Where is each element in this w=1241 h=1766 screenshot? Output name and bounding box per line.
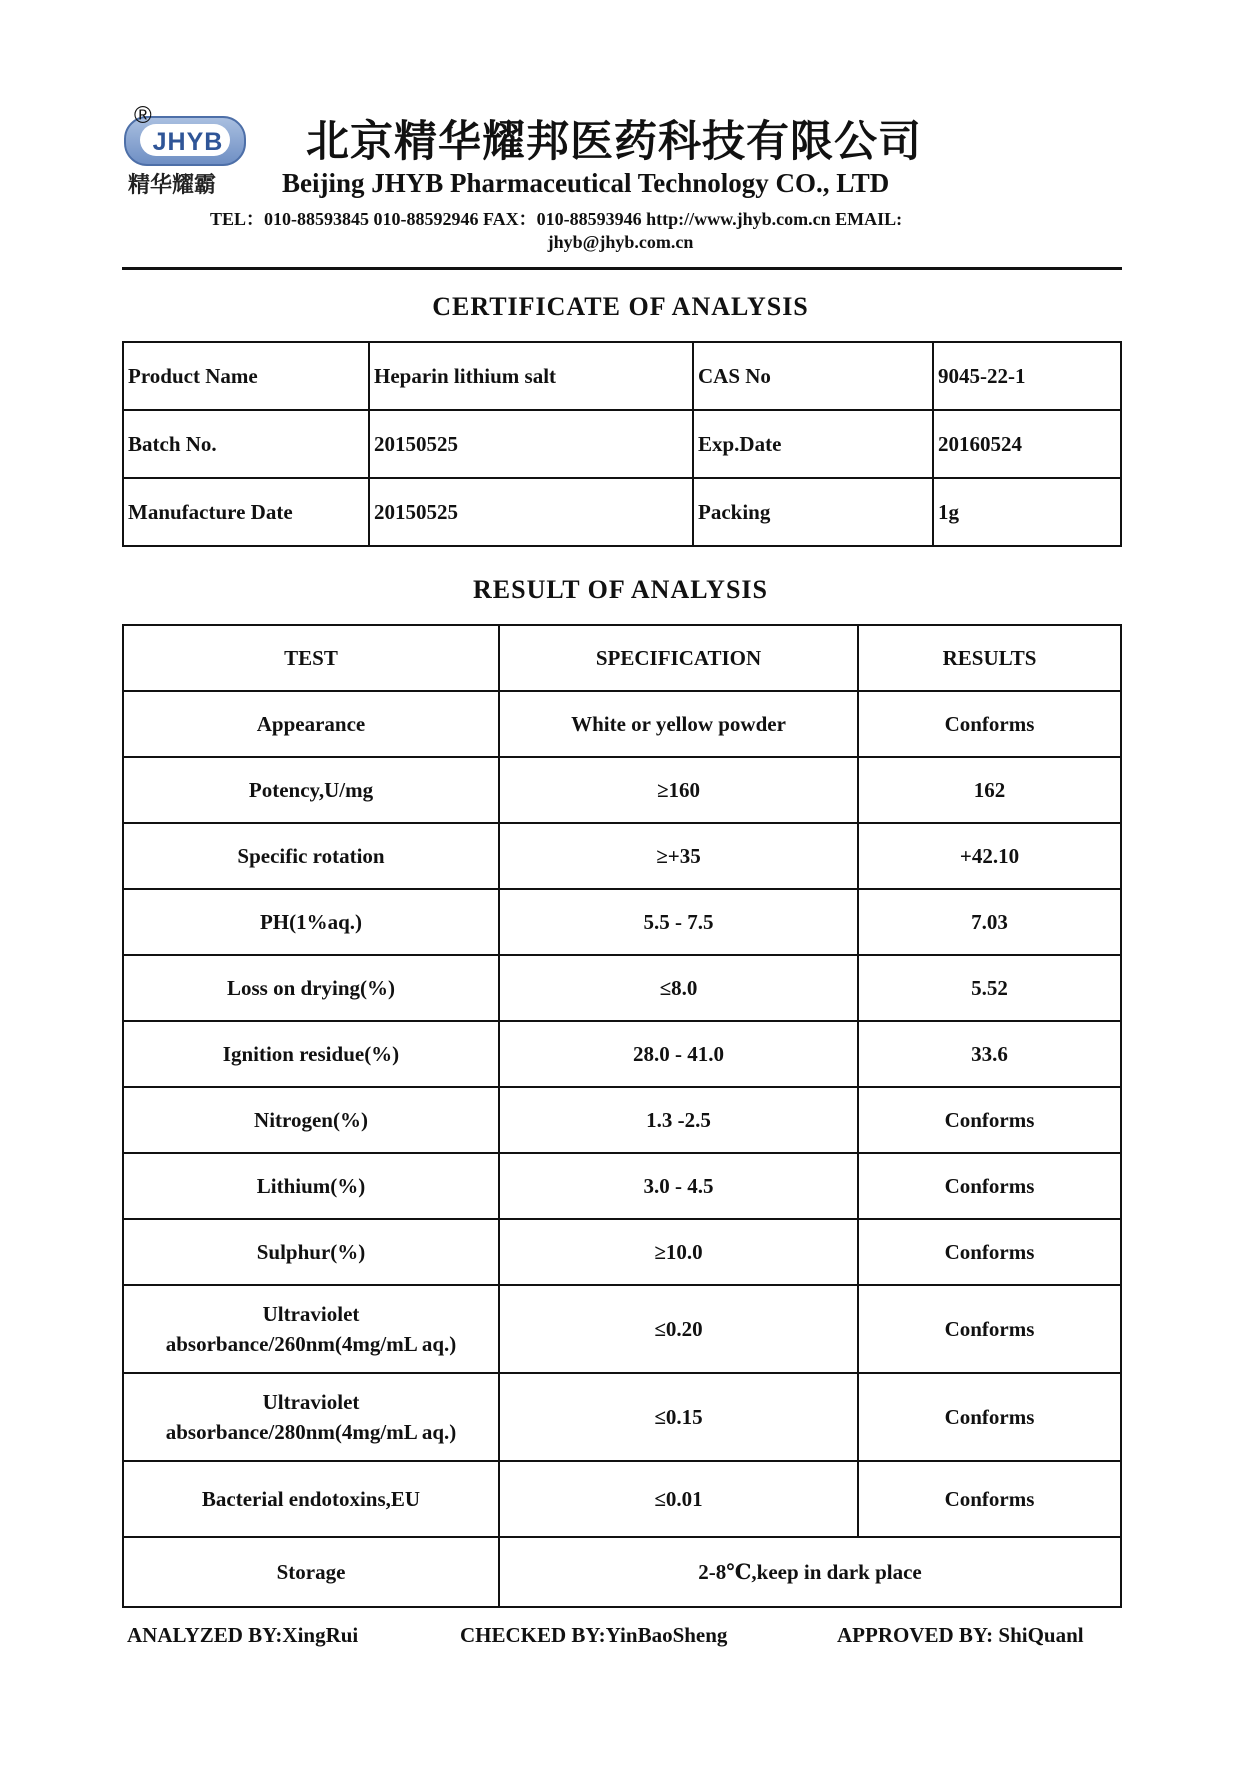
table-row: [123, 955, 1121, 1021]
result-value: Conforms: [858, 1461, 1121, 1537]
info-label: CAS No: [693, 342, 933, 410]
specification: ≥+35: [499, 823, 858, 889]
result-value: Conforms: [858, 1087, 1121, 1153]
table-row: [123, 1021, 1121, 1087]
info-value: Heparin lithium salt: [369, 342, 693, 410]
result-value: Conforms: [858, 1285, 1121, 1373]
table-row: [123, 1285, 1121, 1373]
certificate-title: CERTIFICATE OF ANALYSIS: [432, 292, 809, 321]
table-row: [123, 691, 1121, 757]
test-name: Potency,U/mg: [123, 757, 499, 823]
registered-mark: ®: [134, 102, 152, 129]
test-name: Bacterial endotoxins,EU: [123, 1461, 499, 1537]
table-row: [123, 1087, 1121, 1153]
specification: ≥10.0: [499, 1219, 858, 1285]
result-value: Conforms: [858, 1153, 1121, 1219]
logo-subtitle: 精华耀霸: [128, 173, 217, 198]
info-label: Product Name: [123, 342, 369, 410]
test-name: Sulphur(%): [123, 1219, 499, 1285]
test-name: Specific rotation: [123, 823, 499, 889]
specification: ≤0.15: [499, 1373, 858, 1461]
column-header-test: TEST: [123, 625, 499, 691]
result-value: 33.6: [858, 1021, 1121, 1087]
test-name: Ultraviolet absorbance/280nm(4mg/mL aq.): [123, 1373, 499, 1461]
result-value: Conforms: [858, 1219, 1121, 1285]
table-row: [123, 1461, 1121, 1537]
product-info-table: [122, 341, 1122, 547]
info-value: 20150525: [369, 410, 693, 478]
checked-by: CHECKED BY:YinBaoSheng: [460, 1623, 728, 1647]
table-row: [123, 1153, 1121, 1219]
analyzed-by: ANALYZED BY:XingRui: [127, 1623, 359, 1647]
info-value: 20160524: [933, 410, 1121, 478]
info-label: Packing: [693, 478, 933, 546]
result-value: +42.10: [858, 823, 1121, 889]
results-table: [122, 624, 1122, 1608]
info-value: 9045-22-1: [933, 342, 1121, 410]
test-name: Loss on drying(%): [123, 955, 499, 1021]
result-value: Conforms: [858, 1373, 1121, 1461]
info-value: 20150525: [369, 478, 693, 546]
specification: White or yellow powder: [499, 691, 858, 757]
result-title: RESULT OF ANALYSIS: [473, 575, 768, 604]
approved-by: APPROVED BY: ShiQuanl: [837, 1623, 1084, 1647]
header-divider: [122, 267, 1122, 270]
test-name: Appearance: [123, 691, 499, 757]
column-header-specification: SPECIFICATION: [499, 625, 858, 691]
specification: ≥160: [499, 757, 858, 823]
company-name-cn: 北京精华耀邦医药科技有限公司: [306, 117, 922, 167]
storage-label: Storage: [123, 1537, 499, 1607]
result-value: 162: [858, 757, 1121, 823]
specification: ≤0.20: [499, 1285, 858, 1373]
info-label: Batch No.: [123, 410, 369, 478]
specification: ≤0.01: [499, 1461, 858, 1537]
storage-row: [123, 1537, 1121, 1607]
company-name-en: Beijing JHYB Pharmaceutical Technology CO., LTD: [282, 168, 890, 198]
test-name: Lithium(%): [123, 1153, 499, 1219]
result-value: 5.52: [858, 955, 1121, 1021]
specification: 5.5 - 7.5: [499, 889, 858, 955]
specification: 3.0 - 4.5: [499, 1153, 858, 1219]
info-value: 1g: [933, 478, 1121, 546]
logo-text: JHYB: [152, 128, 224, 156]
info-row: [123, 478, 1121, 546]
test-name: Ultraviolet absorbance/260nm(4mg/mL aq.): [123, 1285, 499, 1373]
info-row: [123, 342, 1121, 410]
table-row: [123, 889, 1121, 955]
results-header-row: [123, 625, 1121, 691]
column-header-results: RESULTS: [858, 625, 1121, 691]
info-row: [123, 410, 1121, 478]
contact-email: jhyb@jhyb.com.cn: [547, 232, 694, 252]
specification: 28.0 - 41.0: [499, 1021, 858, 1087]
test-name: Ignition residue(%): [123, 1021, 499, 1087]
table-row: [123, 823, 1121, 889]
info-label: Exp.Date: [693, 410, 933, 478]
result-value: 7.03: [858, 889, 1121, 955]
table-row: [123, 757, 1121, 823]
test-name: PH(1%aq.): [123, 889, 499, 955]
contact-line: TEL：010-88593845 010-88592946 FAX：010-88593946 http://www.jhyb.com.cn EMAIL:: [210, 209, 903, 229]
result-value: Conforms: [858, 691, 1121, 757]
test-name: Nitrogen(%): [123, 1087, 499, 1153]
specification: 1.3 -2.5: [499, 1087, 858, 1153]
info-label: Manufacture Date: [123, 478, 369, 546]
table-row: [123, 1373, 1121, 1461]
storage-value: 2-8℃,keep in dark place: [499, 1537, 1121, 1607]
specification: ≤8.0: [499, 955, 858, 1021]
table-row: [123, 1219, 1121, 1285]
